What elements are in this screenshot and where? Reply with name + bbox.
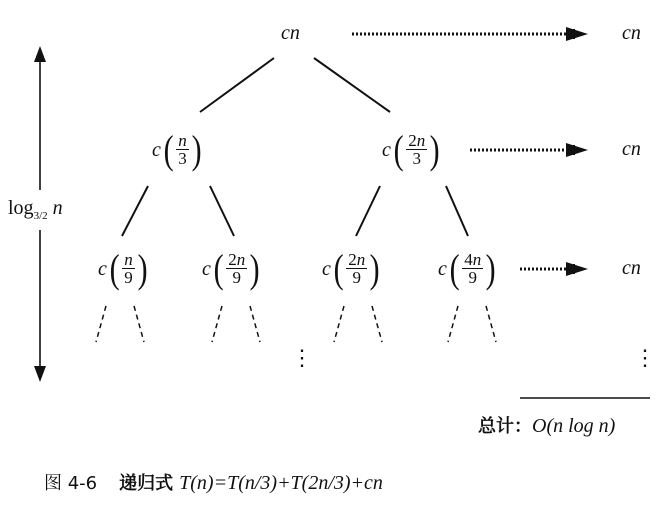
numerator bbox=[226, 252, 247, 269]
close-paren: ) bbox=[485, 246, 496, 291]
fraction bbox=[176, 133, 189, 167]
denominator: 9 bbox=[352, 268, 361, 287]
open-paren: ( bbox=[163, 127, 174, 172]
edge-l1left-b bbox=[210, 186, 234, 236]
coef: c bbox=[202, 257, 211, 280]
fraction bbox=[346, 252, 367, 286]
close-paren: ) bbox=[249, 246, 260, 291]
level2-node-1 bbox=[98, 246, 149, 291]
fraction bbox=[122, 252, 135, 286]
arrowheads bbox=[566, 27, 588, 276]
numerator-coef: 4 bbox=[464, 250, 473, 269]
edge-l1left-a bbox=[122, 186, 148, 236]
root-node: cn bbox=[281, 22, 300, 44]
coef: c bbox=[382, 138, 391, 161]
level1-left-node bbox=[152, 127, 203, 172]
dashed-edges bbox=[96, 306, 496, 342]
level2-node-4 bbox=[438, 246, 498, 291]
caption-name: 递归式 bbox=[119, 473, 174, 494]
numerator-var: n bbox=[472, 250, 482, 269]
close-paren: ) bbox=[429, 127, 440, 172]
close-paren: ) bbox=[137, 246, 148, 291]
numerator bbox=[346, 252, 367, 269]
level2-node-3 bbox=[322, 246, 382, 291]
denominator: 9 bbox=[124, 268, 133, 287]
numerator bbox=[406, 133, 427, 150]
edge-root-right bbox=[314, 58, 390, 112]
denominator: 9 bbox=[232, 268, 241, 287]
caption-number: 图 4-6 bbox=[44, 473, 98, 494]
log-base: 3/2 bbox=[33, 210, 48, 222]
level-cost-1: cn bbox=[622, 138, 641, 160]
open-paren: ( bbox=[213, 246, 224, 291]
edge-root-left bbox=[200, 58, 274, 112]
level1-right-node bbox=[382, 127, 442, 172]
numerator-var: n bbox=[416, 131, 426, 150]
numerator-var: n bbox=[236, 250, 246, 269]
coef: c bbox=[322, 257, 331, 280]
total-value: O(n log n) bbox=[532, 415, 616, 437]
numerator bbox=[122, 252, 135, 269]
edge-l1right-a bbox=[356, 186, 380, 236]
coef: c bbox=[438, 257, 447, 280]
fraction bbox=[462, 252, 483, 286]
fraction bbox=[226, 252, 247, 286]
open-paren: ( bbox=[393, 127, 404, 172]
log-prefix: log bbox=[8, 197, 34, 219]
log-var: n bbox=[52, 197, 63, 219]
open-paren: ( bbox=[449, 246, 460, 291]
caption-formula: T(n)=T(n/3)+T(2n/3)+cn bbox=[179, 472, 383, 494]
close-paren: ) bbox=[369, 246, 380, 291]
close-paren: ) bbox=[191, 127, 202, 172]
edge-l1right-b bbox=[446, 186, 468, 236]
figure-caption bbox=[44, 469, 383, 495]
numerator-var: n bbox=[356, 250, 366, 269]
coef: c bbox=[98, 257, 107, 280]
level-cost-2: cn bbox=[622, 257, 641, 279]
denominator: 3 bbox=[412, 149, 421, 168]
cost-ellipsis: ⋮ bbox=[634, 346, 656, 371]
level2-node-2 bbox=[202, 246, 262, 291]
total-label: 总计： bbox=[478, 416, 532, 437]
denominator: 9 bbox=[468, 268, 477, 287]
numerator bbox=[462, 252, 483, 269]
numerator-var: n bbox=[124, 250, 133, 269]
tree-ellipsis: ⋮ bbox=[291, 346, 313, 371]
open-paren: ( bbox=[333, 246, 344, 291]
total-cost bbox=[478, 412, 615, 438]
numerator: n bbox=[178, 131, 187, 150]
coef: c bbox=[152, 138, 161, 161]
open-paren: ( bbox=[109, 246, 120, 291]
level-cost-0: cn bbox=[622, 22, 641, 44]
fraction bbox=[406, 133, 427, 167]
tree-height-label bbox=[8, 197, 63, 220]
numerator-coef: 2 bbox=[348, 250, 357, 269]
numerator-coef: 2 bbox=[228, 250, 237, 269]
denominator: 3 bbox=[178, 149, 187, 168]
numerator-coef: 2 bbox=[408, 131, 417, 150]
